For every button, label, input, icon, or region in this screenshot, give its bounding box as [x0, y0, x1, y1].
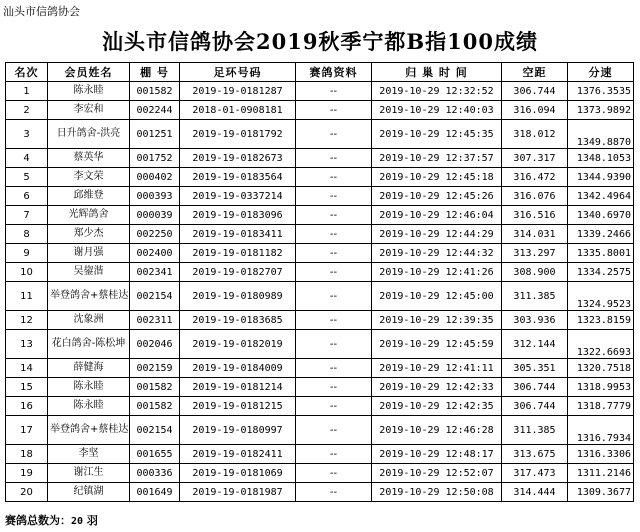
cell-time: 2019-10-29 12:45:26 — [372, 187, 502, 206]
cell-time: 2019-10-29 12:41:26 — [372, 263, 502, 282]
cell-info: -- — [296, 149, 372, 168]
cell-ring: 2019-19-0181182 — [180, 244, 296, 263]
cell-time: 2019-10-29 12:45:59 — [372, 330, 502, 359]
cell-rank: 20 — [6, 483, 48, 502]
footer-label: 赛鸽总数为： — [5, 514, 71, 527]
cell-ring: 2019-19-0337214 — [180, 187, 296, 206]
cell-member-name: 举登鸽舍+蔡桂达 — [48, 282, 130, 311]
cell-member-name: 沈象洲 — [48, 311, 130, 330]
cell-member-name: 李文荣 — [48, 168, 130, 187]
cell-loft: 001655 — [130, 445, 180, 464]
cell-info: -- — [296, 397, 372, 416]
cell-rank: 7 — [6, 206, 48, 225]
table-row — [6, 244, 634, 263]
cell-info: -- — [296, 82, 372, 101]
cell-member-name: 郑少杰 — [48, 225, 130, 244]
cell-info: -- — [296, 378, 372, 397]
cell-rank: 9 — [6, 244, 48, 263]
cell-time: 2019-10-29 12:52:07 — [372, 464, 502, 483]
cell-member-name: 薛健海 — [48, 359, 130, 378]
table-row — [6, 445, 634, 464]
col-header-distance: 空距 — [502, 63, 568, 82]
table-row — [6, 82, 634, 101]
cell-speed: 1342.4964 — [568, 187, 634, 206]
cell-info: -- — [296, 359, 372, 378]
cell-rank: 8 — [6, 225, 48, 244]
cell-member-name: 举登鸽舍+蔡桂达 — [48, 416, 130, 445]
cell-speed: 1322.6693 — [568, 330, 634, 359]
cell-time: 2019-10-29 12:45:18 — [372, 168, 502, 187]
cell-time: 2019-10-29 12:46:28 — [372, 416, 502, 445]
cell-info: -- — [296, 445, 372, 464]
cell-speed: 1376.3535 — [568, 82, 634, 101]
cell-member-name: 陈永睦 — [48, 397, 130, 416]
cell-ring: 2019-19-0182411 — [180, 445, 296, 464]
cell-rank: 11 — [6, 282, 48, 311]
cell-speed: 1349.8870 — [568, 120, 634, 149]
cell-ring: 2019-19-0180997 — [180, 416, 296, 445]
cell-ring: 2019-19-0181069 — [180, 464, 296, 483]
cell-time: 2019-10-29 12:45:00 — [372, 282, 502, 311]
cell-speed: 1344.9390 — [568, 168, 634, 187]
table-row — [6, 168, 634, 187]
cell-member-name: 光辉鸽舍 — [48, 206, 130, 225]
cell-ring: 2019-19-0183564 — [180, 168, 296, 187]
table-row — [6, 120, 634, 149]
cell-distance: 307.317 — [502, 149, 568, 168]
cell-member-name: 李坚 — [48, 445, 130, 464]
cell-ring: 2019-19-0181987 — [180, 483, 296, 502]
table-body — [6, 82, 634, 502]
cell-rank: 10 — [6, 263, 48, 282]
cell-loft: 002311 — [130, 311, 180, 330]
col-header-ring: 足环号码 — [180, 63, 296, 82]
cell-info: -- — [296, 244, 372, 263]
cell-speed: 1339.2466 — [568, 225, 634, 244]
cell-ring: 2018-01-0908181 — [180, 101, 296, 120]
cell-member-name: 花白鸽舍-陈松坤 — [48, 330, 130, 359]
footer-count: 20 — [71, 516, 84, 527]
cell-distance: 317.473 — [502, 464, 568, 483]
page-title: 汕头市信鸽协会2019秋季宁都B指100成绩 — [101, 29, 539, 54]
table-header-row — [6, 63, 634, 82]
cell-loft: 000393 — [130, 187, 180, 206]
cell-ring: 2019-19-0181287 — [180, 82, 296, 101]
cell-member-name: 陈永睦 — [48, 82, 130, 101]
cell-distance: 308.900 — [502, 263, 568, 282]
cell-member-name: 李宏和 — [48, 101, 130, 120]
cell-loft: 001582 — [130, 397, 180, 416]
cell-ring: 2019-19-0183411 — [180, 225, 296, 244]
cell-time: 2019-10-29 12:41:11 — [372, 359, 502, 378]
cell-loft: 002154 — [130, 282, 180, 311]
cell-distance: 306.744 — [502, 82, 568, 101]
cell-speed: 1348.1053 — [568, 149, 634, 168]
cell-ring: 2019-19-0183685 — [180, 311, 296, 330]
cell-rank: 4 — [6, 149, 48, 168]
cell-distance: 303.936 — [502, 311, 568, 330]
cell-member-name: 纪镇湖 — [48, 483, 130, 502]
cell-time: 2019-10-29 12:44:32 — [372, 244, 502, 263]
table-row — [6, 330, 634, 359]
cell-distance: 313.297 — [502, 244, 568, 263]
table-row — [6, 263, 634, 282]
cell-time: 2019-10-29 12:39:35 — [372, 311, 502, 330]
cell-rank: 2 — [6, 101, 48, 120]
cell-distance: 314.444 — [502, 483, 568, 502]
cell-rank: 15 — [6, 378, 48, 397]
cell-member-name: 日升鸽舍-洪亮 — [48, 120, 130, 149]
cell-distance: 316.472 — [502, 168, 568, 187]
results-table — [5, 62, 634, 502]
cell-distance: 305.351 — [502, 359, 568, 378]
cell-distance: 311.385 — [502, 416, 568, 445]
cell-time: 2019-10-29 12:46:04 — [372, 206, 502, 225]
cell-loft: 000336 — [130, 464, 180, 483]
cell-loft: 001649 — [130, 483, 180, 502]
col-header-rank: 名次 — [6, 63, 48, 82]
cell-speed: 1316.7934 — [568, 416, 634, 445]
cell-time: 2019-10-29 12:48:17 — [372, 445, 502, 464]
table-row — [6, 483, 634, 502]
cell-speed: 1316.3306 — [568, 445, 634, 464]
cell-ring: 2019-19-0182673 — [180, 149, 296, 168]
cell-info: -- — [296, 225, 372, 244]
cell-info: -- — [296, 483, 372, 502]
cell-distance: 311.385 — [502, 282, 568, 311]
cell-distance: 316.516 — [502, 206, 568, 225]
footer-total — [5, 512, 98, 528]
table-row — [6, 101, 634, 120]
cell-member-name: 谢月强 — [48, 244, 130, 263]
cell-info: -- — [296, 311, 372, 330]
cell-speed: 1318.9953 — [568, 378, 634, 397]
cell-distance: 316.094 — [502, 101, 568, 120]
cell-member-name: 蔡英华 — [48, 149, 130, 168]
cell-loft: 002250 — [130, 225, 180, 244]
cell-rank: 18 — [6, 445, 48, 464]
col-header-info: 赛鸽资料 — [296, 63, 372, 82]
cell-time: 2019-10-29 12:45:35 — [372, 120, 502, 149]
cell-rank: 17 — [6, 416, 48, 445]
cell-ring: 2019-19-0184009 — [180, 359, 296, 378]
cell-speed: 1334.2575 — [568, 263, 634, 282]
cell-ring: 2019-19-0182019 — [180, 330, 296, 359]
col-header-speed: 分速 — [568, 63, 634, 82]
cell-info: -- — [296, 330, 372, 359]
cell-loft: 001251 — [130, 120, 180, 149]
col-header-time: 归 巢 时 间 — [372, 63, 502, 82]
cell-ring: 2019-19-0180989 — [180, 282, 296, 311]
table-row — [6, 282, 634, 311]
cell-info: -- — [296, 206, 372, 225]
table-row — [6, 225, 634, 244]
footer-unit: 羽 — [86, 514, 98, 527]
table-row — [6, 187, 634, 206]
cell-distance: 314.031 — [502, 225, 568, 244]
cell-speed: 1311.2146 — [568, 464, 634, 483]
col-header-member: 会员姓名 — [48, 63, 130, 82]
cell-info: -- — [296, 187, 372, 206]
cell-rank: 1 — [6, 82, 48, 101]
cell-distance: 316.076 — [502, 187, 568, 206]
cell-time: 2019-10-29 12:44:29 — [372, 225, 502, 244]
table-row — [6, 311, 634, 330]
cell-time: 2019-10-29 12:42:33 — [372, 378, 502, 397]
cell-rank: 13 — [6, 330, 48, 359]
table-row — [6, 464, 634, 483]
cell-loft: 002244 — [130, 101, 180, 120]
cell-loft: 002046 — [130, 330, 180, 359]
cell-ring: 2019-19-0181215 — [180, 397, 296, 416]
cell-member-name: 邱维登 — [48, 187, 130, 206]
cell-loft: 000039 — [130, 206, 180, 225]
table-row — [6, 397, 634, 416]
cell-loft: 001752 — [130, 149, 180, 168]
cell-loft: 002154 — [130, 416, 180, 445]
cell-time: 2019-10-29 12:42:35 — [372, 397, 502, 416]
cell-member-name: 谢江生 — [48, 464, 130, 483]
cell-ring: 2019-19-0181792 — [180, 120, 296, 149]
cell-time: 2019-10-29 12:32:52 — [372, 82, 502, 101]
table-row — [6, 206, 634, 225]
cell-rank: 14 — [6, 359, 48, 378]
cell-rank: 3 — [6, 120, 48, 149]
cell-info: -- — [296, 464, 372, 483]
table-row — [6, 359, 634, 378]
cell-rank: 19 — [6, 464, 48, 483]
cell-time: 2019-10-29 12:50:08 — [372, 483, 502, 502]
cell-rank: 6 — [6, 187, 48, 206]
cell-ring: 2019-19-0182707 — [180, 263, 296, 282]
cell-loft: 002400 — [130, 244, 180, 263]
cell-speed: 1335.8001 — [568, 244, 634, 263]
cell-loft: 001582 — [130, 82, 180, 101]
cell-loft: 001582 — [130, 378, 180, 397]
cell-ring: 2019-19-0183096 — [180, 206, 296, 225]
cell-distance: 318.012 — [502, 120, 568, 149]
cell-rank: 5 — [6, 168, 48, 187]
org-name: 汕头市信鸽协会 — [3, 5, 80, 18]
table-row — [6, 416, 634, 445]
cell-rank: 16 — [6, 397, 48, 416]
cell-speed: 1373.9892 — [568, 101, 634, 120]
cell-speed: 1318.7779 — [568, 397, 634, 416]
cell-loft: 000402 — [130, 168, 180, 187]
cell-distance: 306.744 — [502, 397, 568, 416]
cell-speed: 1309.3677 — [568, 483, 634, 502]
cell-info: -- — [296, 120, 372, 149]
cell-distance: 306.744 — [502, 378, 568, 397]
cell-info: -- — [296, 416, 372, 445]
cell-time: 2019-10-29 12:40:03 — [372, 101, 502, 120]
cell-info: -- — [296, 101, 372, 120]
table-row — [6, 149, 634, 168]
cell-info: -- — [296, 282, 372, 311]
cell-speed: 1320.7518 — [568, 359, 634, 378]
cell-time: 2019-10-29 12:37:57 — [372, 149, 502, 168]
cell-info: -- — [296, 168, 372, 187]
cell-loft: 002341 — [130, 263, 180, 282]
cell-ring: 2019-19-0181214 — [180, 378, 296, 397]
cell-loft: 002159 — [130, 359, 180, 378]
cell-speed: 1323.8159 — [568, 311, 634, 330]
cell-rank: 12 — [6, 311, 48, 330]
cell-speed: 1340.6970 — [568, 206, 634, 225]
cell-member-name: 陈永睦 — [48, 378, 130, 397]
col-header-loft: 棚 号 — [130, 63, 180, 82]
cell-info: -- — [296, 263, 372, 282]
cell-member-name: 吴鋆湝 — [48, 263, 130, 282]
table-row — [6, 378, 634, 397]
cell-distance: 312.144 — [502, 330, 568, 359]
cell-speed: 1324.9523 — [568, 282, 634, 311]
cell-distance: 313.675 — [502, 445, 568, 464]
